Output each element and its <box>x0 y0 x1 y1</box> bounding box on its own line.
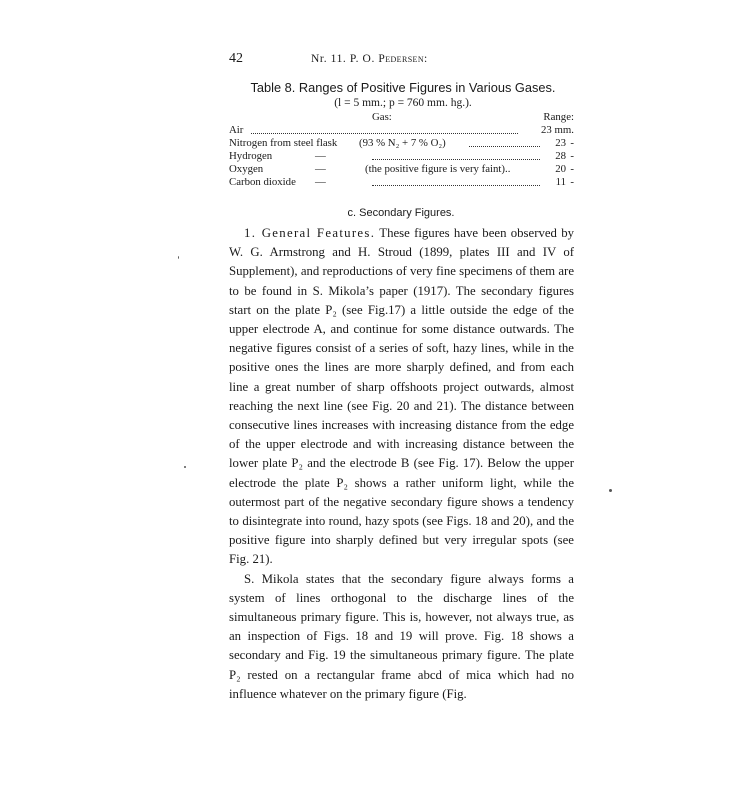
gas-name: Oxygen <box>229 163 264 175</box>
gas-note: (the positive figure is very faint).. <box>365 163 511 175</box>
range-ditto: - <box>570 176 574 188</box>
range-ditto: - <box>570 150 574 162</box>
range-value: 28 <box>552 150 566 163</box>
gas-name: Air <box>229 124 244 136</box>
table-row <box>229 150 574 163</box>
gas-name: Nitrogen from steel flask <box>229 137 338 149</box>
range-value: 20 <box>552 163 566 176</box>
gas-dash: — <box>315 163 326 175</box>
column-header-range: Range: <box>543 111 574 123</box>
section-heading: c. Secondary Figures. <box>347 207 455 219</box>
gas-dash: — <box>315 176 326 188</box>
table-row <box>229 124 574 137</box>
leader-dots <box>372 158 540 160</box>
column-header-gas: Gas: <box>372 111 392 123</box>
page-number: 42 <box>229 51 243 66</box>
table-header-row <box>229 111 574 124</box>
paragraph: S. Mikola states that the secondary figure always forms a system of lines orthogonal to the discharge lines of the simultaneous primary figure. This is, however, not always true, as an inspection of Figs. 18 and 19 will prove. Fig. 18 shows a secondary and Fig. 19 the simultaneous primary figure. The plate P₂ rested on a rectangular frame abcd of mica which had no influence whatever on the primary figure (Fig. <box>229 571 574 701</box>
table-row <box>229 163 574 176</box>
print-speck <box>609 489 612 492</box>
leader-dots <box>372 184 540 186</box>
gas-dash: — <box>315 150 326 162</box>
gas-name: Hydrogen <box>229 150 273 162</box>
range-value: 11 <box>553 176 566 189</box>
table-subtitle: (l = 5 mm.; p = 760 mm. hg.). <box>334 97 472 109</box>
body-text <box>229 224 574 704</box>
leader-dots <box>469 145 540 147</box>
paragraph-text: These figures have been observed by W. G. Armstrong and H. Stroud (1899, plates III and IV of Supplement), and reproductions of very fine specimens of them are to be found in S. Mikola’s paper (1917). The secondary figures start on the plate P₂ (see Fig.17) a little outside the edge of the upper electrode A, and continue for some distance outwards. The negative figures consist of a series of soft, hazy lines, while in the positive ones the lines are more sharply defined, and from each line a great number of sharp offshoots project outwards, almost reaching the next line (see Fig. 20 and 21). The distance between consecutive lines increases with increasing distance from the edge of the upper electrode and with increasing distance between the lower plate P₂ and the electrode B (see Fig. 17). Below the upper electrode the plate P₂ shows a rather uniform light, while the outermost part of the negative secondary figure shows a tendency to disintegrate into round, hazy spots (see Figs. 18 and 20), and the positive figure into sharply defined but very irregular spots (see Fig. 21). <box>229 226 575 567</box>
ranges-table <box>229 111 574 189</box>
paragraph <box>229 224 574 570</box>
range-value: 23 <box>552 137 566 150</box>
print-speck <box>178 256 179 259</box>
paragraph-lead: 1. General Features. <box>244 226 376 240</box>
gas-note: (93 % N₂ + 7 % O₂) <box>359 137 446 149</box>
table-row <box>229 176 574 189</box>
range-ditto: - <box>570 137 574 149</box>
table-row <box>229 137 574 150</box>
leader-dots <box>251 132 518 134</box>
running-title-author: Pedersen: <box>378 53 428 65</box>
range-value: 23 mm. <box>538 124 574 137</box>
running-title-prefix: Nr. 11. P. O. <box>311 53 379 65</box>
print-speck <box>184 466 186 468</box>
running-title <box>311 53 428 65</box>
gas-name: Carbon dioxide <box>229 176 296 188</box>
table-title: Table 8. Ranges of Positive Figures in Various Gases. <box>250 80 556 95</box>
range-ditto: - <box>570 163 574 175</box>
